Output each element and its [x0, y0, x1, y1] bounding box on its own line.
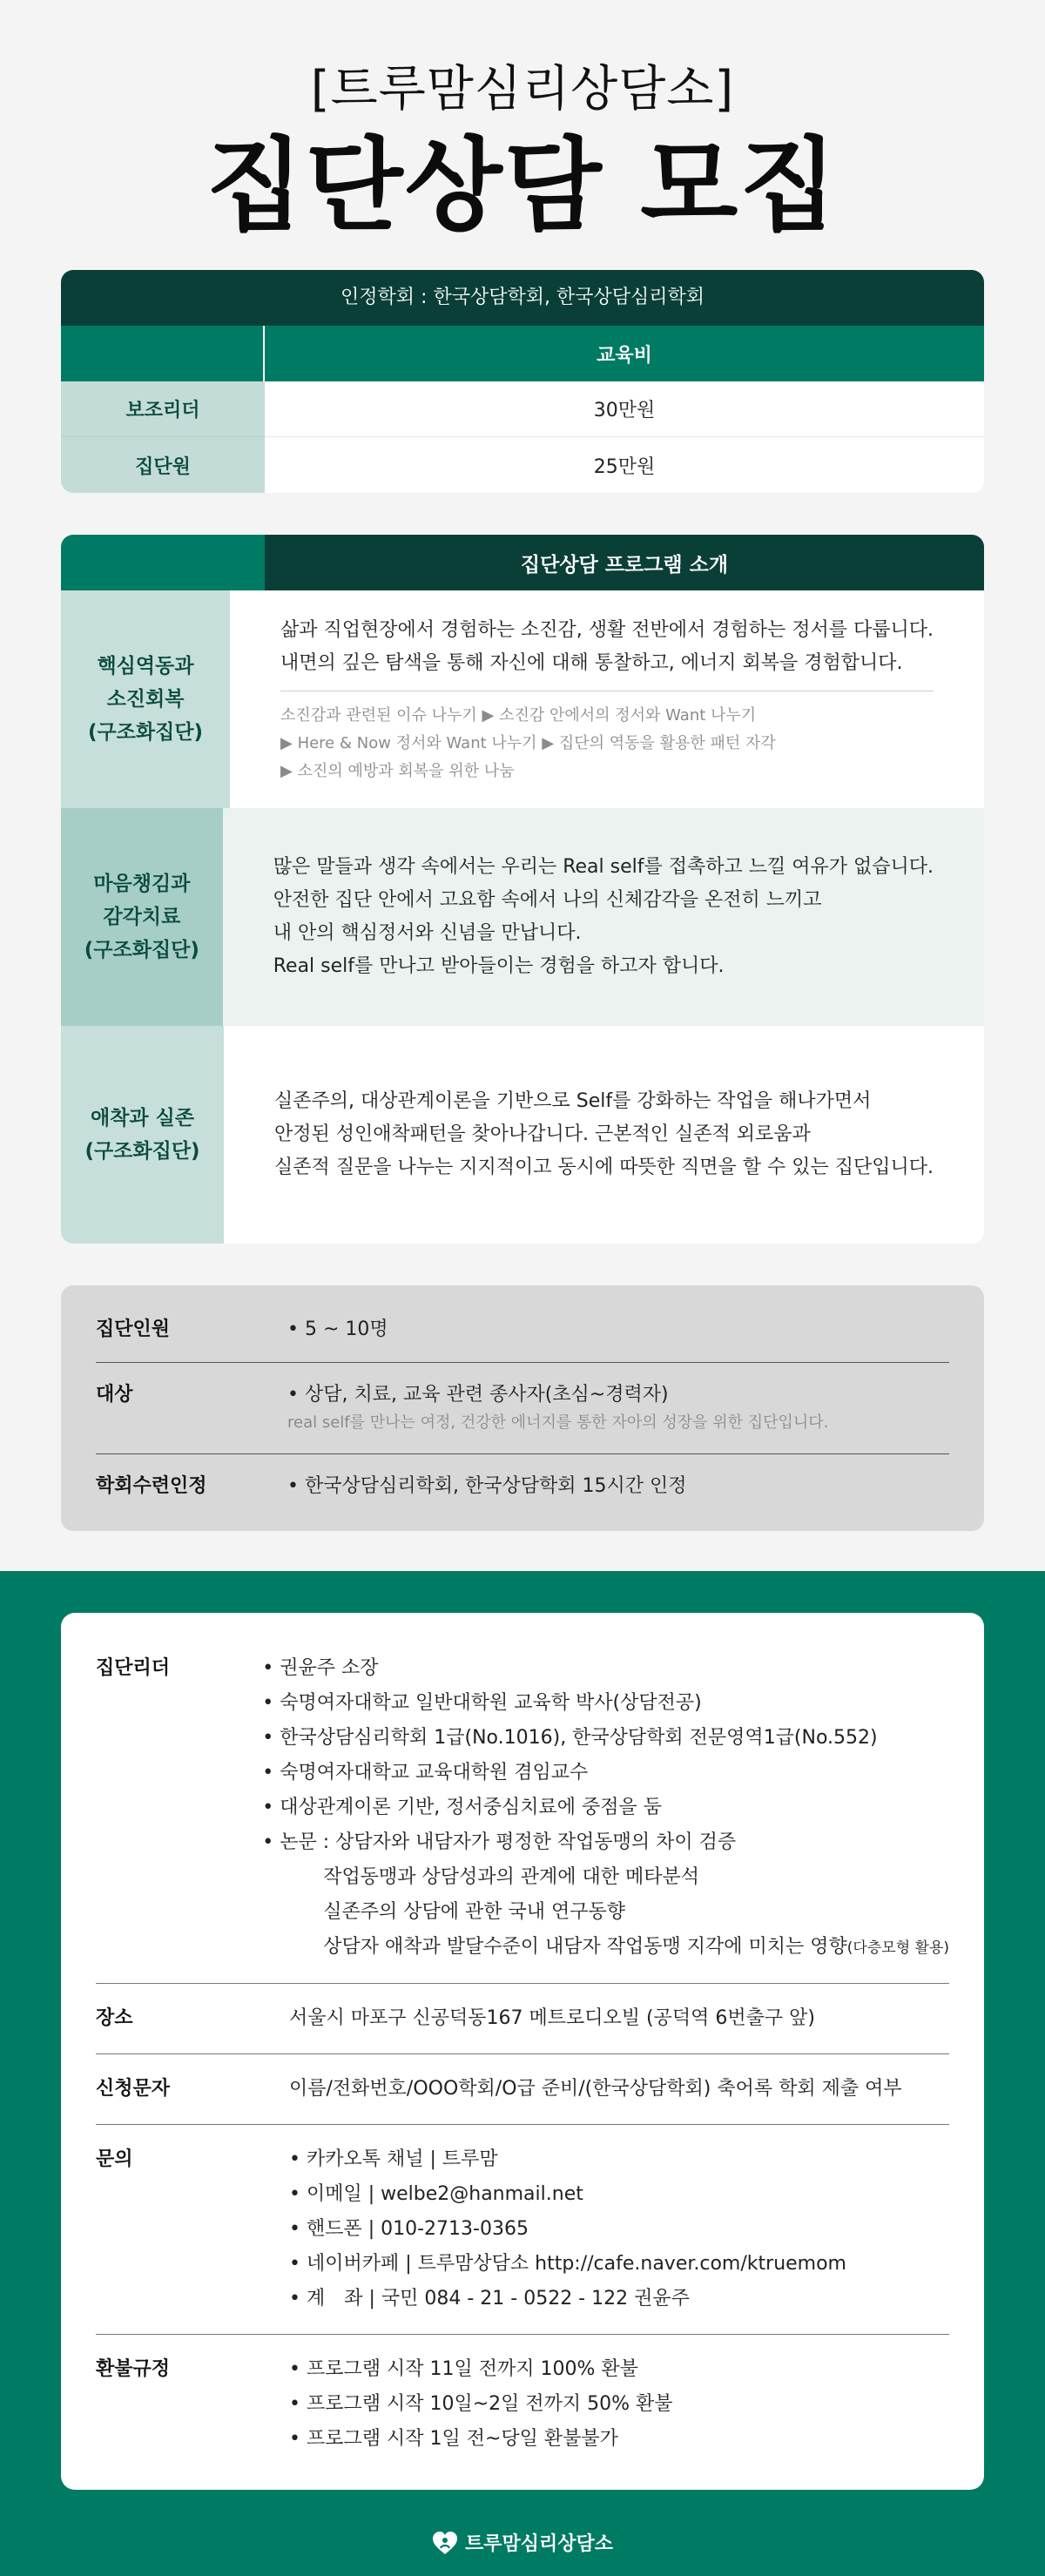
leader-paper-note: (다층모형 활용) — [846, 1939, 949, 1957]
program-label-line: 핵심역동과 — [97, 655, 194, 678]
heart-person-icon — [432, 2531, 458, 2555]
contact-line: • 이메일 | welbe2@hanmail.net — [289, 2183, 583, 2205]
details-row-leader — [96, 1634, 949, 1984]
refund-line: • 프로그램 시작 10일~2일 전까지 50% 환불 — [289, 2393, 673, 2415]
contact-line: • 계 좌 | 국민 084 - 21 - 0522 - 122 권윤주 — [289, 2288, 690, 2310]
contact-line: • 카카오톡 채널 | 트루맘 — [289, 2148, 498, 2170]
program-text-line: 삶과 직업현장에서 경험하는 소진감, 생활 전반에서 경험하는 정서를 다룹니다. — [280, 618, 934, 641]
details-label: 환불규정 — [96, 2358, 171, 2380]
details-value — [289, 2142, 949, 2316]
fee-row-label: 집단원 — [61, 437, 265, 493]
details-label: 집단리더 — [96, 1657, 171, 1679]
program-label-line: (구조화집단) — [84, 1140, 200, 1163]
leader-line: • 숙명여자대학교 일반대학원 교육학 박사(상담전공) — [262, 1692, 702, 1714]
details-section — [0, 1571, 1045, 2576]
info-label: 집단인원 — [96, 1318, 171, 1340]
program-label-line: (구조화집단) — [87, 721, 204, 744]
program-row-content — [230, 590, 984, 808]
fee-row-label: 보조리더 — [61, 381, 265, 437]
fee-table-row — [61, 437, 984, 493]
program-sub-line: ▶ Here & Now 정서와 Want 나누기 ▶ 집단의 역동을 활용한 패턴 자각 — [280, 733, 776, 752]
program-label-line: 애착과 실존 — [90, 1107, 195, 1130]
leader-paper-last: 상담자 애착과 발달수준이 내담자 작업동맹 지각에 미치는 영향 — [323, 1936, 847, 1958]
program-text-line: Real self를 만나고 받아들이는 경험을 하고자 합니다. — [273, 955, 725, 977]
info-value: • 5 ~ 10명 — [287, 1318, 388, 1340]
program-text-line: 실존적 질문을 나누는 지지적이고 동시에 따뜻한 직면을 할 수 있는 집단입니다. — [274, 1157, 934, 1178]
info-value — [287, 1380, 949, 1436]
apply-value: 이름/전화번호/OOO학회/O급 준비/(한국상담학회) 축어록 학회 제출 여부 — [289, 2078, 902, 2100]
program-text-line: 안전한 집단 안에서 고요함 속에서 나의 신체감각을 온전히 느끼고 — [273, 889, 822, 911]
details-value — [289, 2352, 949, 2457]
header-title: 집단상담 모집 — [206, 127, 839, 245]
details-row-contact — [96, 2125, 949, 2335]
details-row-place — [96, 1984, 949, 2054]
details-row-refund — [96, 2335, 949, 2474]
leader-line: • 숙명여자대학교 교육대학원 겸임교수 — [262, 1762, 589, 1784]
info-label: 대상 — [96, 1384, 133, 1406]
details-row-apply — [96, 2054, 949, 2125]
program-text-line: 내면의 깊은 탐색을 통해 자신에 대해 통찰하고, 에너지 회복을 경험합니다. — [280, 651, 903, 674]
details-card — [61, 1613, 984, 2490]
info-row-target — [96, 1363, 949, 1454]
contact-line: • 네이버카페 | 트루맘상담소 http://cafe.naver.com/ktruemom — [289, 2253, 846, 2275]
program-row-label — [61, 808, 223, 1026]
program-sub-line: ▶ 소진의 예방과 회복을 위한 나눔 — [280, 761, 515, 780]
details-value — [262, 1651, 949, 1966]
program-row-label — [61, 1026, 224, 1244]
leader-line: • 한국상담심리학회 1급(No.1016), 한국상담학회 전문영역1급(No.552) — [262, 1727, 878, 1749]
leader-paper-line: 작업동맹과 상담성과의 관계에 대한 메타분석 — [323, 1866, 700, 1888]
info-row-credit — [96, 1454, 949, 1519]
fee-row-value: 25만원 — [593, 455, 656, 478]
program-table — [61, 535, 984, 1244]
leader-paper-line: 실존주의 상담에 관한 국내 연구동향 — [323, 1901, 626, 1923]
page-header — [0, 0, 1045, 270]
refund-line: • 프로그램 시작 1일 전~당일 환불불가 — [289, 2428, 618, 2450]
fee-row-value: 30만원 — [265, 381, 984, 437]
program-label-line: (구조화집단) — [84, 939, 199, 961]
header-subtitle: [트루맘심리상담소] — [310, 61, 735, 118]
program-row-content — [223, 808, 984, 1026]
fee-table-header-blank — [61, 326, 265, 381]
leader-line: • 논문 : 상담자와 내담자가 평정한 작업동맹의 차이 검증 — [262, 1831, 737, 1853]
program-row-label — [61, 590, 230, 808]
target-note: real self를 만나는 여정, 건강한 에너지를 통한 자아의 성장을 위한 집단입니다. — [287, 1413, 829, 1432]
program-text-line: 안정된 성인애착패턴을 찾아나갑니다. 근본적인 실존적 외로움과 — [274, 1123, 811, 1145]
leader-line: • 대상관계이론 기반, 정서중심치료에 중점을 둠 — [262, 1797, 663, 1818]
fee-table — [61, 270, 984, 493]
footer-brand-text: 트루맘심리상담소 — [464, 2533, 614, 2555]
details-label: 신청문자 — [96, 2078, 171, 2100]
contact-line: • 핸드폰 | 010-2713-0365 — [289, 2218, 529, 2240]
program-row — [61, 1026, 984, 1244]
program-row-content — [224, 1026, 984, 1244]
fee-table-row — [61, 381, 984, 437]
info-row-size — [96, 1298, 949, 1363]
program-row — [61, 590, 984, 808]
program-text-line: 실존주의, 대상관계이론을 기반으로 Self를 강화하는 작업을 해나가면서 — [274, 1090, 872, 1112]
program-header: 집단상담 프로그램 소개 — [265, 535, 984, 590]
fee-table-column-header: 교육비 — [265, 326, 984, 381]
program-label-line: 마음챙김과 — [93, 873, 191, 895]
refund-line: • 프로그램 시작 11일 전까지 100% 환불 — [289, 2358, 638, 2380]
program-header-blank — [61, 535, 265, 590]
program-sub-line: 소진감과 관련된 이슈 나누기 ▶ 소진감 안에서의 정서와 Want 나누기 — [280, 705, 757, 725]
info-box — [61, 1285, 984, 1531]
footer-brand — [0, 2529, 1045, 2556]
leader-paper-line — [262, 1930, 949, 1966]
program-label-line: 소진회복 — [106, 688, 185, 711]
info-label: 학회수련인정 — [96, 1475, 207, 1497]
program-text-line: 많은 말들과 생각 속에서는 우리는 Real self를 접촉하고 느낄 여유가 없습니다. — [273, 856, 934, 878]
program-text-line: 내 안의 핵심정서와 신념을 만납니다. — [273, 922, 582, 944]
program-row — [61, 808, 984, 1026]
program-label-line: 감각치료 — [103, 906, 181, 928]
target-value: • 상담, 치료, 교육 관련 종사자(초심~경력자) — [287, 1384, 669, 1406]
fee-table-header-row — [61, 326, 984, 381]
place-value: 서울시 마포구 신공덕동167 메트로디오빌 (공덕역 6번출구 앞) — [289, 2007, 815, 2029]
details-label: 문의 — [96, 2148, 133, 2170]
program-header-row — [61, 535, 984, 590]
fee-table-caption: 인정학회 : 한국상담학회, 한국상담심리학회 — [61, 270, 984, 326]
info-value: • 한국상담심리학회, 한국상담학회 15시간 인정 — [287, 1475, 687, 1497]
details-label: 장소 — [96, 2007, 133, 2029]
leader-line: • 권윤주 소장 — [262, 1657, 379, 1679]
